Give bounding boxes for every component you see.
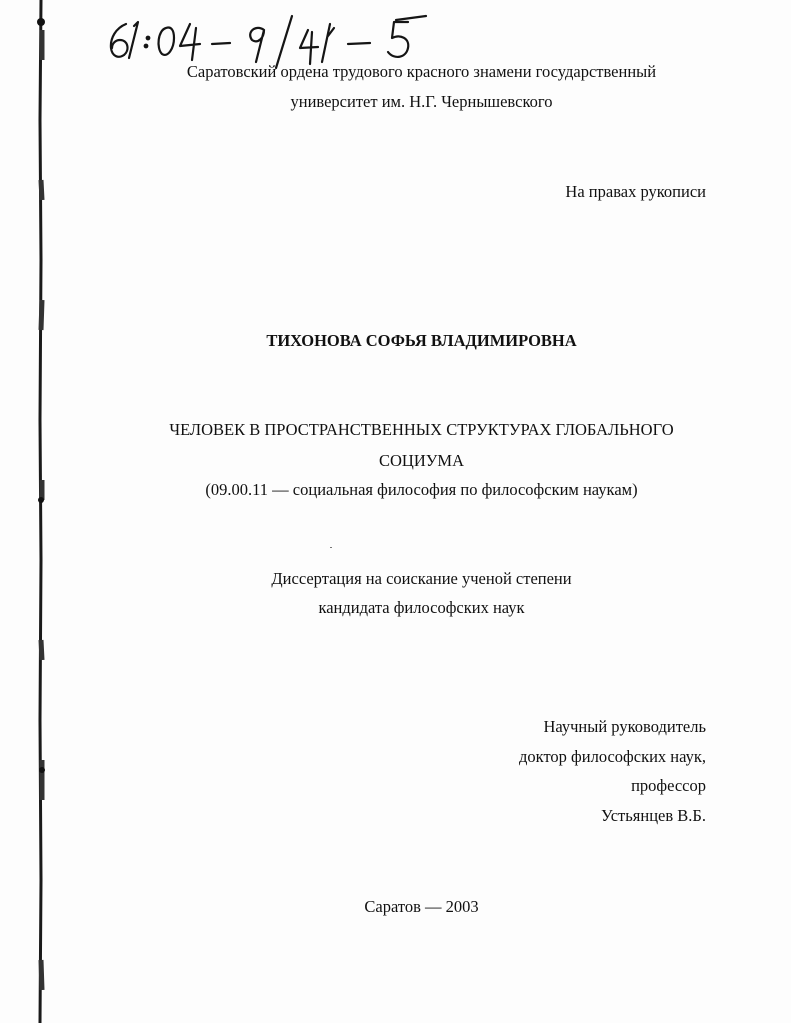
- author-name: ТИХОНОВА СОФЬЯ ВЛАДИМИРОВНА: [266, 331, 577, 350]
- supervisor-name: Устьянцев В.Б.: [601, 806, 706, 825]
- degree-line-1: Диссертация на соискание ученой степени: [271, 569, 572, 588]
- institution-line-1: Саратовский ордена трудового красного знамени государственный: [186, 62, 657, 81]
- supervisor-role: Научный руководитель: [543, 717, 706, 736]
- degree-line-2: кандидата философских наук: [318, 598, 525, 617]
- title-line-1: ЧЕЛОВЕК В ПРОСТРАНСТВЕННЫХ СТРУКТУРАХ ГЛОБАЛЬНОГО: [169, 420, 674, 439]
- binding-edge: [36, 0, 46, 1023]
- supervisor-degree: доктор философских наук,: [519, 747, 706, 766]
- title-line-2: СОЦИУМА: [378, 451, 465, 470]
- specialty: (09.00.11 — социальная философия по философским наукам): [205, 480, 638, 499]
- supervisor-rank: профессор: [631, 776, 706, 795]
- institution-line-2: университет им. Н.Г. Чернышевского: [290, 92, 553, 111]
- manuscript-note: На правах рукописи: [565, 182, 706, 201]
- scan-speck: [330, 547, 332, 548]
- city-year: Саратов — 2003: [364, 897, 479, 916]
